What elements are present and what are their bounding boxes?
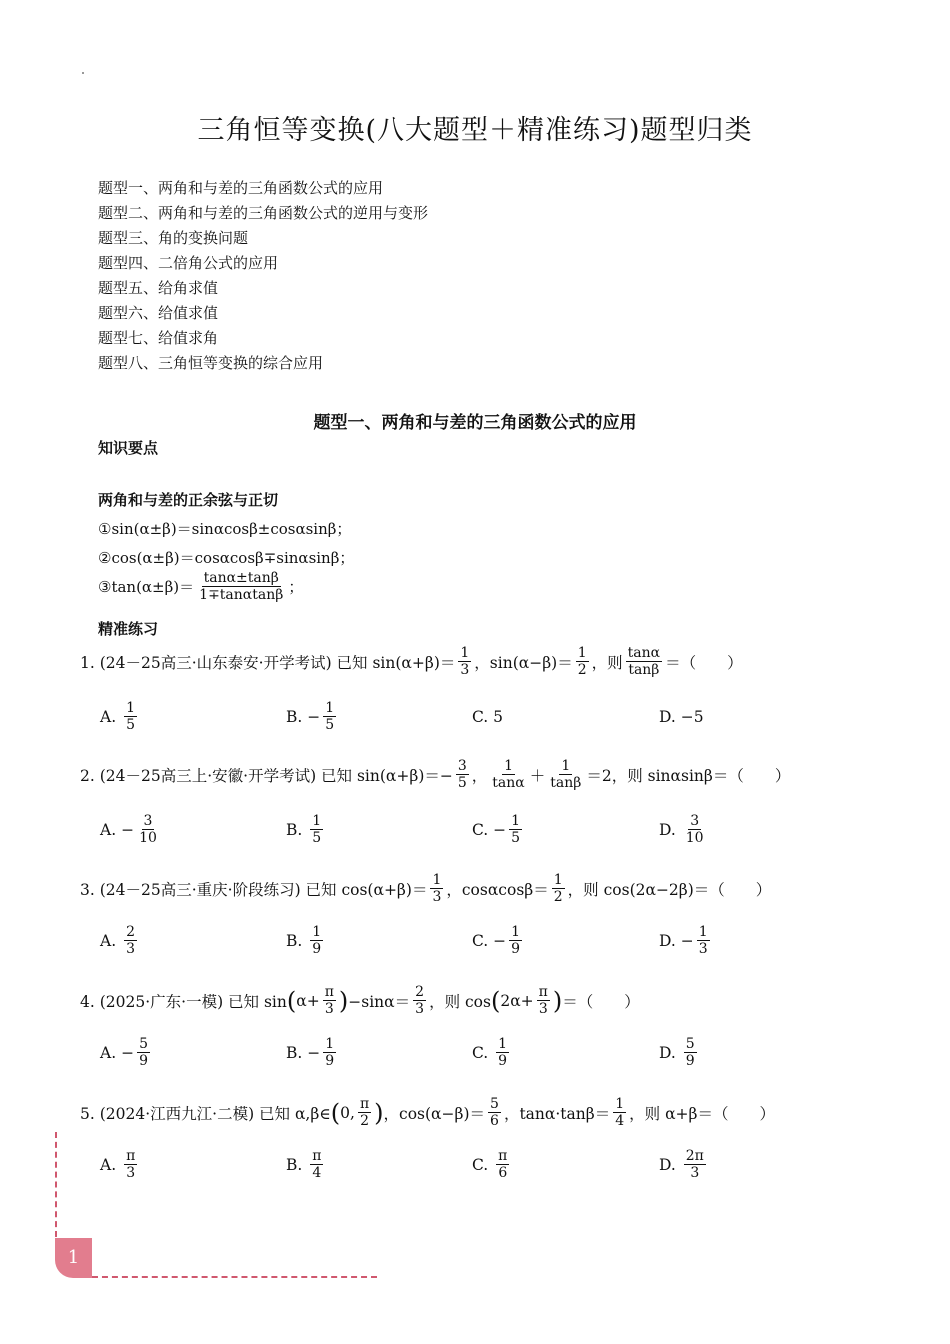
fraction-numerator: 2 bbox=[126, 924, 135, 940]
formula-cos: ②cos(α±β)＝cosαcosβ∓sinαsinβ； bbox=[98, 549, 355, 567]
fraction-denominator: 9 bbox=[498, 1053, 508, 1069]
fraction-numerator: 1 bbox=[615, 1096, 625, 1112]
question-3 bbox=[80, 872, 771, 905]
fraction-denominator: 3 bbox=[690, 1165, 700, 1181]
q3-option-c[interactable] bbox=[472, 924, 525, 957]
fraction-denominator: tanβ bbox=[550, 775, 582, 791]
q4-option-c[interactable] bbox=[472, 1036, 512, 1069]
fraction-numerator: 2π bbox=[685, 1148, 704, 1164]
fraction-denominator: 6 bbox=[498, 1165, 508, 1181]
option-letter: A. bbox=[100, 820, 117, 839]
fraction-numerator: tanα bbox=[627, 645, 661, 661]
fraction-numerator: 1 bbox=[577, 645, 587, 661]
q2-frac-a bbox=[456, 758, 469, 791]
fraction-denominator: 5 bbox=[457, 775, 467, 791]
q4-prefix: 4. (2025·广东·一模) 已知 sin bbox=[80, 992, 287, 1011]
fraction-numerator: π bbox=[312, 1148, 322, 1164]
fraction-denominator: 3 bbox=[415, 1001, 425, 1017]
fraction-numerator: 1 bbox=[504, 758, 513, 774]
fraction-numerator: π bbox=[538, 984, 548, 1000]
option-sign: − bbox=[121, 820, 135, 839]
fraction-denominator: 5 bbox=[511, 830, 521, 846]
fraction-numerator: 5 bbox=[490, 1096, 499, 1112]
q4-frac-c bbox=[537, 984, 550, 1017]
option-sign: − bbox=[680, 931, 694, 950]
option-sign: − bbox=[121, 1043, 135, 1062]
fraction-denominator: 10 bbox=[139, 830, 157, 846]
fraction-numerator: 5 bbox=[685, 1036, 695, 1052]
option-letter: B. bbox=[286, 820, 303, 839]
fraction-denominator: 2 bbox=[577, 662, 587, 678]
fraction-numerator: 3 bbox=[143, 813, 153, 829]
option-fraction bbox=[496, 1036, 509, 1069]
fraction-numerator: 5 bbox=[139, 1036, 148, 1052]
q3-frac-b bbox=[552, 872, 565, 905]
fraction-denominator: 5 bbox=[312, 830, 322, 846]
option-letter: C. bbox=[472, 820, 489, 839]
fraction-numerator: 1 bbox=[561, 758, 571, 774]
toc-item[interactable]: 题型六、给值求值 bbox=[98, 304, 219, 322]
q5-option-b[interactable] bbox=[286, 1148, 326, 1181]
toc-item[interactable]: 题型一、两角和与差的三角函数公式的应用 bbox=[98, 179, 384, 197]
question-5 bbox=[80, 1096, 775, 1129]
fraction-numerator: π bbox=[324, 984, 334, 1000]
q4-mid: −sinα＝ bbox=[348, 992, 411, 1011]
option-fraction bbox=[323, 1036, 336, 1069]
q4-option-d[interactable] bbox=[659, 1036, 700, 1069]
option-fraction bbox=[509, 813, 522, 846]
option-fraction bbox=[509, 924, 522, 957]
option-value: −5 bbox=[680, 708, 704, 726]
fraction-numerator: 2 bbox=[415, 984, 425, 1000]
q2-mid: ， bbox=[471, 766, 488, 785]
fraction-numerator: 1 bbox=[553, 872, 563, 888]
q1-tail: ＝（ ） bbox=[665, 653, 743, 672]
left-paren: ( bbox=[286, 986, 297, 1015]
fraction-denominator: 3 bbox=[460, 662, 470, 678]
page-title: 三角恒等变换(八大题型＋精准练习)题型归类 bbox=[197, 115, 753, 146]
option-fraction bbox=[496, 1148, 509, 1181]
option-fraction bbox=[124, 924, 137, 957]
option-letter: A. bbox=[100, 931, 117, 950]
toc-item[interactable]: 题型四、二倍角公式的应用 bbox=[98, 254, 279, 272]
left-paren: ( bbox=[490, 986, 501, 1015]
q2-plus: ＋ bbox=[529, 766, 546, 785]
left-paren: ( bbox=[330, 1098, 341, 1127]
formula-tan-lead: ③tan(α±β)＝ bbox=[98, 578, 195, 596]
question-1 bbox=[80, 645, 743, 678]
option-letter: B. bbox=[286, 931, 303, 950]
q3-prefix: 3. (24－25高三·重庆·阶段练习) 已知 cos(α+β)＝ bbox=[80, 880, 428, 899]
q1-frac-b bbox=[576, 645, 589, 678]
fraction-denominator: 2 bbox=[360, 1113, 370, 1129]
formula-heading: 两角和与差的正余弦与正切 bbox=[98, 491, 279, 509]
fraction-denominator: 10 bbox=[685, 830, 704, 846]
toc-item[interactable]: 题型三、角的变换问题 bbox=[98, 229, 249, 247]
fraction-numerator: 1 bbox=[312, 924, 322, 940]
q5-frac-c bbox=[613, 1096, 626, 1129]
fraction-numerator: 3 bbox=[690, 813, 700, 829]
option-fraction bbox=[310, 1148, 323, 1181]
option-sign: − bbox=[307, 1043, 321, 1062]
q5-frac-b bbox=[488, 1096, 501, 1129]
option-fraction bbox=[684, 1036, 697, 1069]
q1-option-c[interactable] bbox=[472, 708, 503, 726]
option-sign: − bbox=[493, 931, 507, 950]
fraction-numerator: 1 bbox=[432, 872, 442, 888]
question-4 bbox=[80, 984, 640, 1017]
q5-option-c[interactable] bbox=[472, 1148, 512, 1181]
q3-option-b[interactable] bbox=[286, 924, 326, 957]
fraction-numerator: tanα±tanβ bbox=[203, 570, 279, 586]
option-fraction bbox=[124, 700, 137, 733]
q4-frac-b bbox=[413, 984, 426, 1017]
fraction-denominator: 5 bbox=[325, 717, 335, 733]
option-fraction bbox=[310, 924, 323, 957]
q5-frac-a bbox=[358, 1096, 371, 1129]
q2-option-d[interactable] bbox=[659, 813, 709, 846]
formula-tan bbox=[98, 570, 303, 603]
q5-prefix: 5. (2024·江西九江·二模) 已知 α,β∈ bbox=[80, 1104, 331, 1123]
table-of-contents bbox=[98, 176, 428, 376]
fraction-numerator: 1 bbox=[511, 813, 521, 829]
option-letter: D. bbox=[659, 820, 676, 839]
option-fraction bbox=[323, 700, 336, 733]
q3-option-d[interactable] bbox=[659, 924, 713, 957]
fraction-denominator: 3 bbox=[432, 889, 442, 905]
q5-inner: 0, bbox=[340, 1103, 355, 1122]
q2-option-c[interactable] bbox=[472, 813, 525, 846]
q1-then: ，则 bbox=[591, 653, 623, 672]
toc-item[interactable]: 题型五、给角求值 bbox=[98, 279, 219, 297]
fraction-denominator: tanβ bbox=[628, 662, 660, 678]
q5-tail: ，则 α+β＝（ ） bbox=[629, 1104, 775, 1123]
option-fraction bbox=[124, 1148, 137, 1181]
fraction-numerator: 1 bbox=[325, 1036, 335, 1052]
fraction-denominator: 9 bbox=[312, 941, 322, 957]
option-fraction bbox=[137, 813, 159, 846]
fraction-denominator: 3 bbox=[538, 1001, 548, 1017]
q4-option-b[interactable] bbox=[286, 1036, 339, 1069]
fraction-denominator: tanα bbox=[492, 775, 525, 791]
toc-item[interactable]: 题型八、三角恒等变换的综合应用 bbox=[98, 354, 324, 372]
q2-frac-b bbox=[490, 758, 526, 791]
decorative-dashed-line-vertical bbox=[55, 1132, 57, 1237]
decorative-dot bbox=[82, 72, 84, 74]
q1-mid: ，sin(α−β)＝ bbox=[474, 653, 573, 672]
fraction-numerator: 1 bbox=[126, 700, 135, 716]
option-fraction bbox=[137, 1036, 150, 1069]
formula-sin: ①sin(α±β)＝sinαcosβ±cosαsinβ； bbox=[98, 520, 352, 538]
option-letter: C. bbox=[472, 1043, 489, 1062]
q2-option-a[interactable] bbox=[100, 813, 162, 846]
fraction-denominator: 5 bbox=[126, 717, 135, 733]
page-number-badge: 1 bbox=[55, 1238, 92, 1278]
q5-option-a[interactable] bbox=[100, 1148, 140, 1181]
option-sign: − bbox=[493, 820, 507, 839]
fraction-numerator: 1 bbox=[698, 924, 708, 940]
q1-option-a[interactable] bbox=[100, 700, 140, 733]
fraction-denominator: 1∓tanαtanβ bbox=[199, 587, 284, 603]
knowledge-label: 知识要点 bbox=[98, 439, 159, 457]
q2-frac-c bbox=[548, 758, 583, 791]
q5-option-d[interactable] bbox=[659, 1148, 709, 1181]
fraction-numerator: π bbox=[498, 1148, 508, 1164]
option-letter: B. bbox=[286, 1043, 303, 1062]
fraction-denominator: 9 bbox=[685, 1053, 695, 1069]
q2-tail: ＝2，则 sinαsinβ＝（ ） bbox=[586, 766, 791, 785]
option-value: 5 bbox=[493, 708, 504, 726]
option-letter: D. bbox=[659, 1043, 676, 1062]
q1-option-d[interactable] bbox=[659, 708, 704, 726]
section-title: 题型一、两角和与差的三角函数公式的应用 bbox=[313, 413, 637, 433]
option-letter: D. bbox=[659, 1155, 676, 1174]
fraction-denominator: 6 bbox=[490, 1113, 499, 1129]
fraction-denominator: 2 bbox=[553, 889, 563, 905]
fraction-denominator: 9 bbox=[139, 1053, 148, 1069]
decorative-dashed-line-horizontal bbox=[92, 1276, 377, 1278]
fraction-numerator: 1 bbox=[511, 924, 521, 940]
fraction-numerator: 1 bbox=[325, 700, 335, 716]
q1-prefix: 1. (24－25高三·山东泰安·开学考试) 已知 sin(α+β)＝ bbox=[80, 653, 456, 672]
q4-inner2: 2α+ bbox=[500, 991, 534, 1010]
fraction-denominator: 4 bbox=[615, 1113, 625, 1129]
question-2 bbox=[80, 758, 790, 791]
fraction-numerator: 3 bbox=[457, 758, 467, 774]
q1-option-b[interactable] bbox=[286, 700, 339, 733]
q3-mid: ，cosαcosβ＝ bbox=[446, 880, 549, 899]
q4-tail: ＝（ ） bbox=[562, 992, 640, 1011]
formula-tan-fraction bbox=[197, 570, 285, 603]
option-letter: C. bbox=[472, 708, 489, 726]
q2-prefix: 2. (24－25高三上·安徽·开学考试) 已知 sin(α+β)＝− bbox=[80, 766, 453, 785]
q4-then: ，则 cos bbox=[429, 992, 491, 1011]
right-paren: ) bbox=[374, 1098, 384, 1127]
q4-inner1: α+ bbox=[296, 991, 320, 1010]
option-fraction bbox=[697, 924, 710, 957]
fraction-denominator: 3 bbox=[698, 941, 708, 957]
option-letter: A. bbox=[100, 707, 117, 726]
option-letter: B. bbox=[286, 707, 303, 726]
option-sign: − bbox=[307, 707, 321, 726]
fraction-denominator: 4 bbox=[312, 1165, 322, 1181]
right-paren: ) bbox=[338, 986, 349, 1015]
q1-frac-a bbox=[458, 645, 471, 678]
q5-mid: ，cos(α−β)＝ bbox=[383, 1104, 486, 1123]
q3-frac-a bbox=[430, 872, 443, 905]
option-letter: A. bbox=[100, 1043, 117, 1062]
q1-frac-c bbox=[626, 645, 662, 678]
right-paren: ) bbox=[552, 986, 563, 1015]
fraction-denominator: 3 bbox=[126, 941, 135, 957]
option-letter: C. bbox=[472, 1155, 489, 1174]
q4-option-a[interactable] bbox=[100, 1036, 153, 1069]
toc-item[interactable]: 题型二、两角和与差的三角函数公式的逆用与变形 bbox=[98, 204, 429, 222]
fraction-numerator: 1 bbox=[460, 645, 470, 661]
q3-tail: ，则 cos(2α−2β)＝（ ） bbox=[567, 880, 772, 899]
fraction-denominator: 9 bbox=[325, 1053, 335, 1069]
option-letter: A. bbox=[100, 1155, 117, 1174]
q2-option-b[interactable] bbox=[286, 813, 326, 846]
fraction-denominator: 9 bbox=[511, 941, 521, 957]
fraction-numerator: 1 bbox=[312, 813, 322, 829]
fraction-numerator: π bbox=[126, 1148, 136, 1164]
toc-item[interactable]: 题型七、给值求角 bbox=[98, 329, 219, 347]
option-letter: C. bbox=[472, 931, 489, 950]
fraction-numerator: 1 bbox=[498, 1036, 508, 1052]
practice-label: 精准练习 bbox=[98, 620, 159, 638]
option-letter: B. bbox=[286, 1155, 303, 1174]
option-letter: D. bbox=[659, 708, 676, 726]
fraction-numerator: π bbox=[359, 1096, 370, 1112]
option-letter: D. bbox=[659, 931, 676, 950]
option-fraction bbox=[684, 813, 706, 846]
q3-option-a[interactable] bbox=[100, 924, 140, 957]
option-fraction bbox=[310, 813, 323, 846]
fraction-denominator: 3 bbox=[324, 1001, 334, 1017]
q4-frac-a bbox=[323, 984, 336, 1017]
option-fraction bbox=[684, 1148, 706, 1181]
q5-mid2: ，tanα·tanβ＝ bbox=[503, 1104, 611, 1123]
fraction-denominator: 3 bbox=[126, 1165, 136, 1181]
formula-tan-tail: ； bbox=[288, 578, 304, 596]
